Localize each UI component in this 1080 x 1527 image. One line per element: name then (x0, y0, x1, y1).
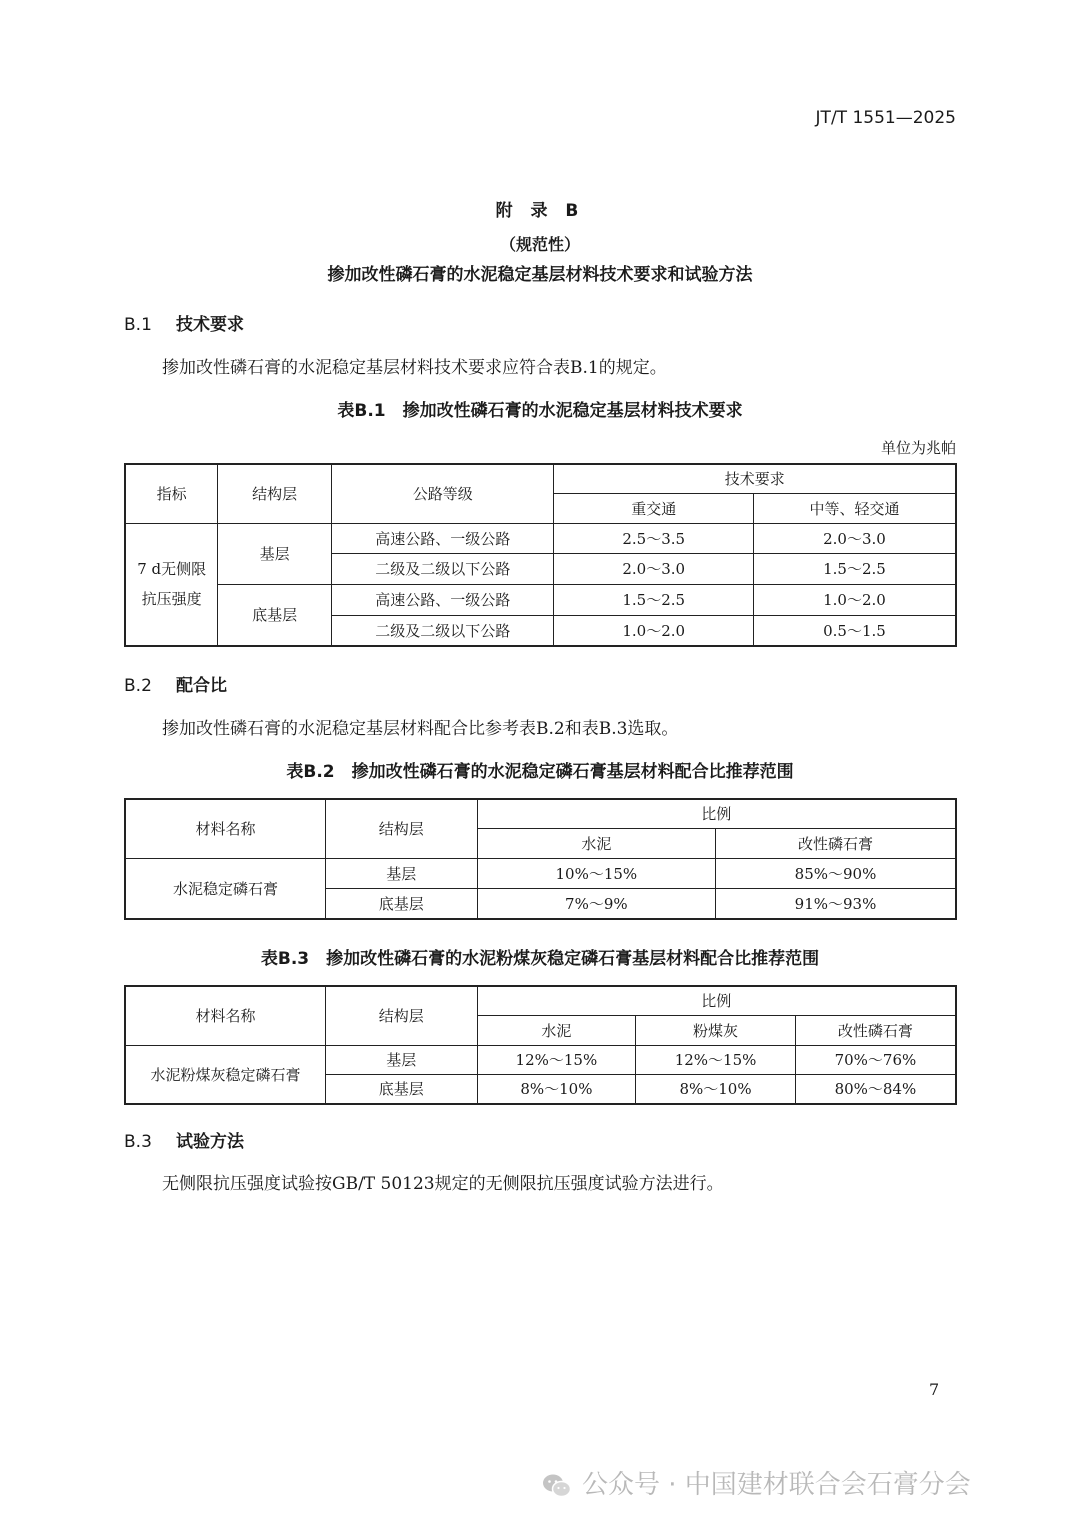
table-b1-caption: 表B.1 掺加改性磷石膏的水泥稳定基层材料技术要求 (337, 401, 743, 421)
table-b1-cell-heavy: 1.0～2.0 (554, 615, 753, 646)
table-b1-cell-heavy: 2.5～3.5 (554, 523, 753, 553)
wechat-icon (542, 1473, 572, 1499)
table-b3-header-cement: 水泥 (477, 1015, 636, 1045)
section-b3-heading (124, 1127, 244, 1152)
table-b2-material: 水泥稳定磷石膏 (125, 858, 325, 919)
section-b2-heading (124, 671, 227, 696)
table-b2-header-material: 材料名称 (125, 799, 325, 858)
table-b3-cell-gypsum: 80%～84% (795, 1074, 956, 1104)
page-number: 7 (929, 1380, 940, 1399)
table-b1-header-index: 指标 (125, 464, 218, 523)
section-b3-title: 试验方法 (176, 1132, 244, 1152)
table-b1-unit: 单位为兆帕 (880, 439, 956, 457)
table-b2-header-cement: 水泥 (477, 828, 715, 858)
table-b1-cell-grade: 二级及二级以下公路 (332, 615, 554, 646)
table-b1-header-heavy: 重交通 (554, 493, 753, 523)
section-b1-heading (124, 310, 244, 335)
table-b2-header-layer: 结构层 (325, 799, 477, 858)
watermark (542, 1464, 971, 1501)
table-b1-cell-grade: 二级及二级以下公路 (332, 553, 554, 584)
table-b3-cell-gypsum: 70%～76% (795, 1045, 956, 1074)
table-b1-layer-base: 基层 (218, 523, 332, 584)
table-b2-header-ratio: 比例 (477, 799, 956, 828)
table-b3-cell-cement: 8%～10% (477, 1074, 636, 1104)
table-b1-cell-heavy: 1.5～2.5 (554, 584, 753, 615)
table-b3-header-ratio: 比例 (477, 986, 956, 1015)
watermark-text: 公众号 · 中国建材联合会石膏分会 (582, 1470, 971, 1500)
table-b1-cell-light: 0.5～1.5 (753, 615, 956, 646)
table-b3-cell-cement: 12%～15% (477, 1045, 636, 1074)
table-b1-header-req: 技术要求 (554, 464, 956, 493)
table-b2 (124, 798, 957, 920)
table-b2-cell-layer: 底基层 (325, 888, 477, 919)
table-b1-cell-light: 1.5～2.5 (753, 553, 956, 584)
section-b2-number: B.2 (124, 676, 152, 696)
table-b1-header-layer: 结构层 (218, 464, 332, 523)
table-b1-layer-subbase: 底基层 (218, 584, 332, 646)
table-b3-cell-flyash: 8%～10% (636, 1074, 796, 1104)
table-b2-cell-cement: 10%～15% (477, 858, 715, 888)
table-b1-cell-light: 1.0～2.0 (753, 584, 956, 615)
table-b3 (124, 985, 957, 1105)
table-b3-material: 水泥粉煤灰稳定磷石膏 (125, 1045, 325, 1104)
doc-code: JT/T 1551—2025 (815, 108, 956, 128)
table-b3-header-gypsum: 改性磷石膏 (795, 1015, 956, 1045)
table-b3-header-material: 材料名称 (125, 986, 325, 1045)
table-b3-caption: 表B.3 掺加改性磷石膏的水泥粉煤灰稳定磷石膏基层材料配合比推荐范围 (260, 949, 820, 969)
table-b1-header-light: 中等、轻交通 (753, 493, 956, 523)
table-b1-cell-heavy: 2.0～3.0 (554, 553, 753, 584)
table-b3-cell-layer: 基层 (325, 1045, 477, 1074)
section-b1-title: 技术要求 (176, 315, 244, 335)
table-b2-header-gypsum: 改性磷石膏 (716, 828, 956, 858)
section-b2-text: 掺加改性磷石膏的水泥稳定基层材料配合比参考表B.2和表B.3选取。 (162, 719, 679, 739)
section-b3-text: 无侧限抗压强度试验按GB/T 50123规定的无侧限抗压强度试验方法进行。 (162, 1174, 724, 1194)
table-b1 (124, 463, 957, 647)
annex-subject: 掺加改性磷石膏的水泥稳定基层材料技术要求和试验方法 (327, 265, 753, 285)
section-b1-text: 掺加改性磷石膏的水泥稳定基层材料技术要求应符合表B.1的规定。 (162, 358, 667, 378)
table-b2-cell-cement: 7%～9% (477, 888, 715, 919)
section-b1-number: B.1 (124, 315, 152, 335)
table-b3-cell-flyash: 12%～15% (636, 1045, 796, 1074)
table-b2-caption: 表B.2 掺加改性磷石膏的水泥稳定磷石膏基层材料配合比推荐范围 (286, 762, 794, 782)
table-b1-cell-light: 2.0～3.0 (753, 523, 956, 553)
section-b3-number: B.3 (124, 1132, 152, 1152)
table-b2-cell-gypsum: 85%～90% (716, 858, 956, 888)
annex-title: 附 录 B (495, 201, 585, 221)
table-b1-cell-grade: 高速公路、一级公路 (332, 523, 554, 553)
section-b2-title: 配合比 (176, 676, 227, 696)
table-b1-cell-grade: 高速公路、一级公路 (332, 584, 554, 615)
table-b2-cell-gypsum: 91%～93% (716, 888, 956, 919)
table-b1-index-name: 7 d无侧限抗压强度 (125, 523, 218, 646)
table-b1-header-grade: 公路等级 (332, 464, 554, 523)
table-b3-header-layer: 结构层 (325, 986, 477, 1045)
annex-normative: （规范性） (499, 235, 580, 254)
table-b2-cell-layer: 基层 (325, 858, 477, 888)
table-b3-header-flyash: 粉煤灰 (636, 1015, 796, 1045)
table-b3-cell-layer: 底基层 (325, 1074, 477, 1104)
